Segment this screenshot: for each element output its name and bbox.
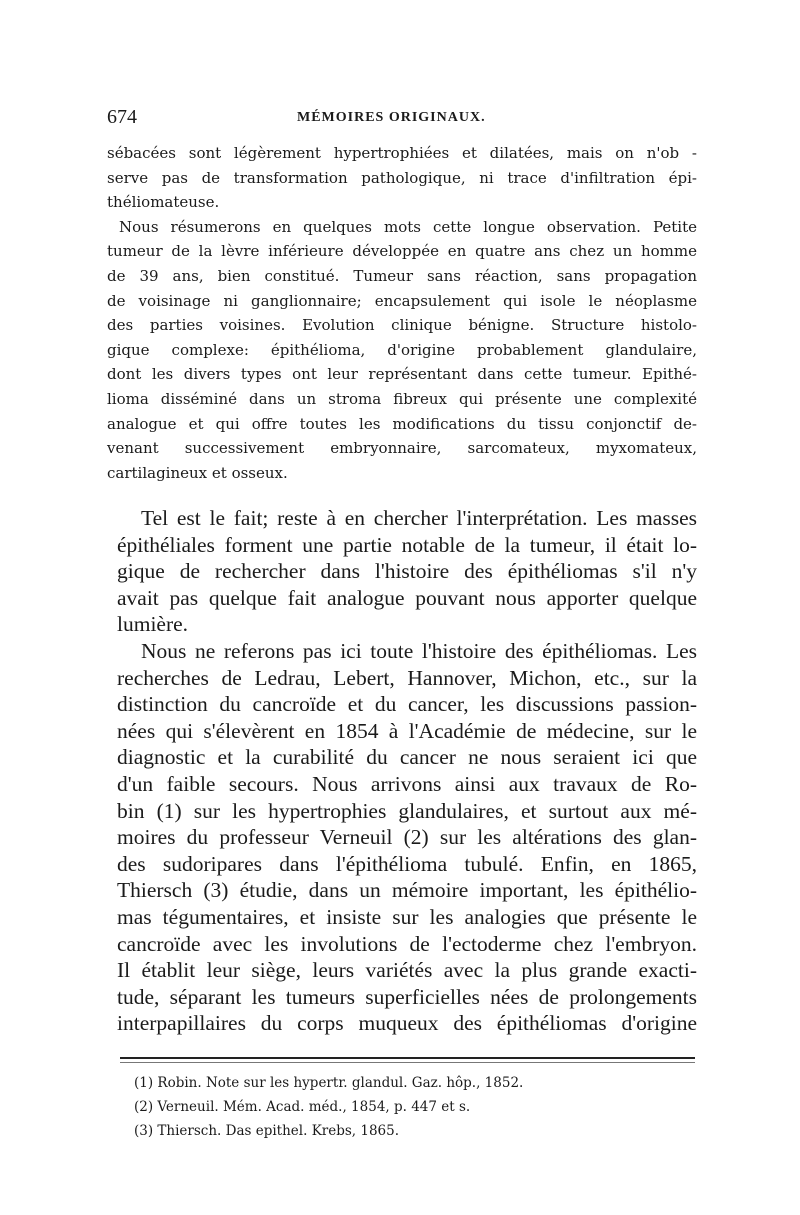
text-line: analogue et qui offre toutes les modifications du tissu conjonctif de-	[107, 414, 697, 433]
footnote-3: (3) Thiersch. Das epithel. Krebs, 1865.	[134, 1123, 400, 1139]
text-line: Thiersch (3) étudie, dans un mémoire important, les épithélio-	[117, 878, 697, 903]
text-line: recherches de Ledrau, Lebert, Hannover, Michon, etc., sur la	[117, 665, 697, 690]
text-line: tude, séparant les tumeurs superficielles nées de prolongements	[117, 984, 697, 1009]
text-line: gique complexe: épithélioma, d'origine probablement glandulaire,	[107, 340, 697, 359]
text-line: moires du professeur Verneuil (2) sur les altérations des glan-	[117, 825, 697, 850]
text-line: de voisinage ni ganglionnaire; encapsulement qui isole le néoplasme	[107, 291, 697, 310]
text-line: Nous ne referons pas ici toute l'histoire des épithéliomas. Les	[141, 638, 697, 663]
text-line: nées qui s'élevèrent en 1854 à l'Académie de médecine, sur le	[117, 718, 697, 743]
text-line: venant successivement embryonnaire, sarcomateux, myxomateux,	[107, 439, 697, 458]
text-line: lumière.	[117, 612, 189, 637]
observation-summary	[107, 141, 697, 485]
text-line: distinction du cancroïde et du cancer, les discussions passion-	[117, 692, 697, 717]
text-line: cartilagineux et osseux.	[107, 463, 288, 482]
text-line: d'un faible secours. Nous arrivons ainsi aux travaux de Ro-	[117, 771, 697, 796]
footnote-2: (2) Verneuil. Mém. Acad. méd., 1854, p. 447 et s.	[134, 1099, 471, 1115]
text-line: Tel est le fait; reste à en chercher l'interprétation. Les masses	[141, 506, 697, 530]
discussion-body	[117, 505, 697, 1037]
text-line: avait pas quelque fait analogue pouvant nous apporter quelque	[117, 585, 697, 610]
running-title: MÉMOIRES ORIGINAUX.	[297, 110, 486, 125]
footnote-1: (1) Robin. Note sur les hypertr. glandul. Gaz. hôp., 1852.	[134, 1075, 524, 1091]
text-line: serve pas de transformation pathologique, ni trace d'infiltration épi-	[107, 168, 697, 187]
text-line: des parties voisines. Evolution clinique bénigne. Structure histolo-	[107, 316, 697, 335]
text-line: mas tégumentaires, et insiste sur les analogies que présente le	[117, 904, 697, 929]
text-line: sébacées sont légèrement hypertrophiées et dilatées, mais on n'ob -	[107, 144, 697, 162]
text-line: interpapillaires du corps muqueux des épithéliomas d'origine	[117, 1011, 697, 1036]
text-line: épithéliales forment une partie notable de la tumeur, il était lo-	[117, 532, 697, 557]
text-line: diagnostic et la curabilité du cancer ne nous seraient ici que	[117, 745, 697, 770]
text-line: théliomateuse.	[107, 193, 220, 212]
text-line: gique de rechercher dans l'histoire des épithéliomas s'il n'y	[117, 559, 697, 584]
footnote-divider	[120, 1057, 695, 1059]
text-line: des sudoripares dans l'épithélioma tubulé. Enfin, en 1865,	[117, 851, 697, 876]
text-line: dont les divers types ont leur représentant dans cette tumeur. Epithé-	[107, 365, 697, 384]
text-line: cancroïde avec les involutions de l'ectoderme chez l'embryon.	[117, 931, 697, 956]
text-line: de 39 ans, bien constitué. Tumeur sans réaction, sans propagation	[107, 266, 697, 285]
text-line: lioma disséminé dans un stroma fibreux qui présente une complexité	[107, 389, 697, 408]
text-line: tumeur de la lèvre inférieure développée en quatre ans chez un homme	[107, 242, 697, 261]
text-line: bin (1) sur les hypertrophies glandulaires, et surtout aux mé-	[117, 798, 697, 823]
page-number: 674	[107, 106, 137, 128]
text-line: Nous résumerons en quelques mots cette longue observation. Petite	[119, 217, 697, 236]
text-line: Il établit leur siège, leurs variétés avec la plus grande exacti-	[117, 958, 697, 983]
footnote-divider-thin	[120, 1062, 695, 1063]
page-header	[107, 106, 697, 130]
footnotes	[134, 1071, 604, 1143]
